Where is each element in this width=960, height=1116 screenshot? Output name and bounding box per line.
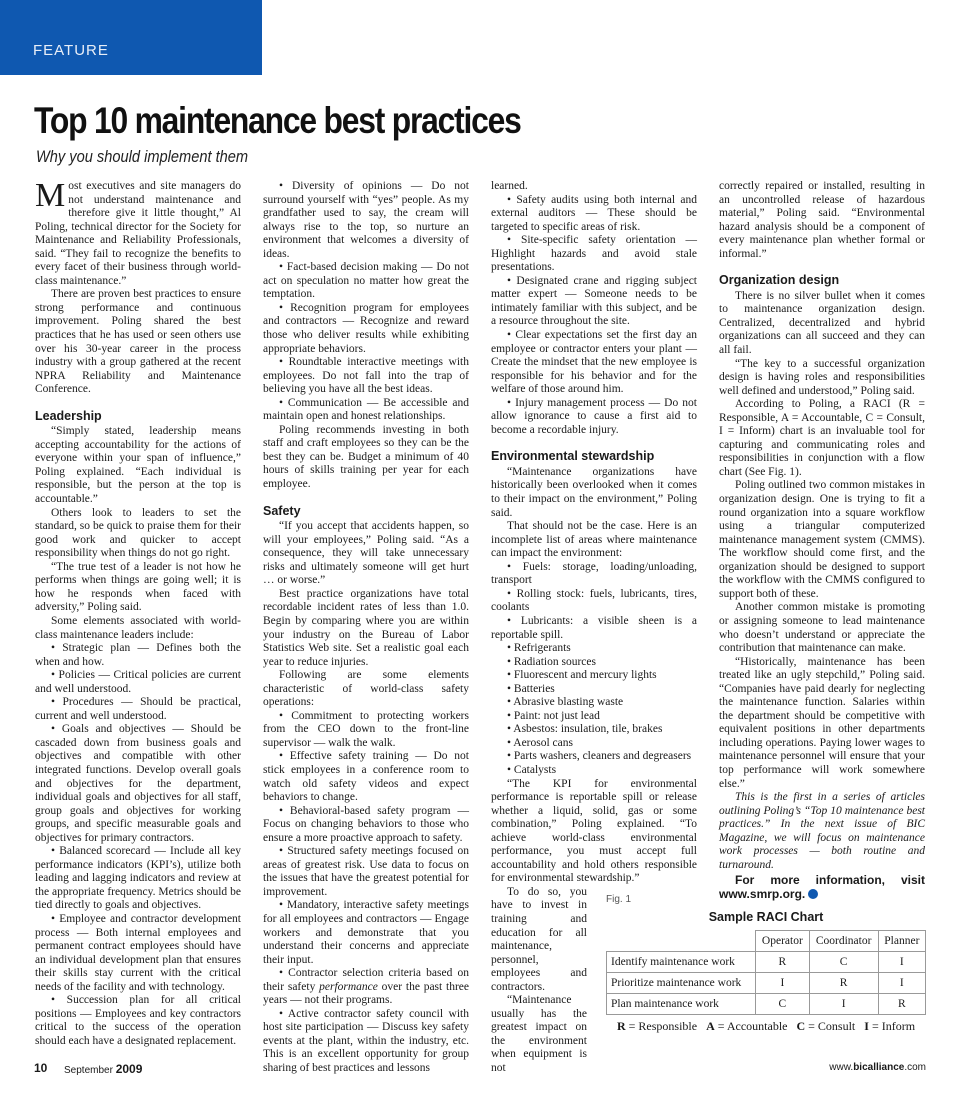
bullet-item: • Succession plan for all critical positions — Employees and key contractors critical to the success of the operation should each have a designated replacement.	[35, 994, 241, 1047]
section-banner	[0, 0, 262, 75]
paragraph: correctly repaired or installed, resulting in an uncontrolled release of hazardous material,” Poling said. “Environmental hazard analysis should be a component of every maintenance plan whether formal or informal.”	[719, 180, 925, 260]
footer-url[interactable]: www.bicalliance.com	[829, 1062, 926, 1073]
bullet-item: • Fuels: storage, loading/unloading, transport	[491, 560, 697, 587]
table-cell: I	[878, 973, 925, 994]
bullet-item: • Behavioral-based safety program — Focus on changing behaviors to those who ensure a more proactive approach to safety.	[263, 804, 469, 844]
table-cell: C	[756, 994, 809, 1015]
paragraph: There are proven best practices to ensure strong performance and continuous improvement. Poling shared the best practices that he has used or seen others use over his 30-year career in the process industry with a group gathered at the recent NPRA Reliability and Maintenance Conference.	[35, 288, 241, 396]
table-header-cell: Operator	[756, 931, 809, 952]
paragraph: Best practice organizations have total recordable incident rates of less than 1.0. Begin by comparing where you are within your industry on the Bureau of Labor Statistics Web site. Set a realistic goal each year to reduce injuries.	[263, 587, 469, 668]
paragraph: “Simply stated, leadership means accepting accountability for the actions of everyone within your span of influence,” Poling explained. “Each individual is responsible, but the person at the top is accountable.”	[35, 425, 241, 506]
section-heading-leadership: Leadership	[35, 408, 102, 423]
bullet-item: • Paint: not just lead	[507, 709, 600, 722]
paragraph: “Maintenance usually has the greatest impact on the environment when equipment is not	[491, 994, 587, 1074]
paragraph: “The KPI for environmental performance is reportable spill or release whether a liquid, solid, gas or some combination,” Poling explained. “To achieve world-class environmental performance, you must accept full accountability and hold others responsible for environmental stewardship.”	[491, 777, 697, 885]
bullet-item: • Safety audits using both internal and external auditors — These should be targeted to specific areas of risk.	[491, 193, 697, 233]
narrow-text-block	[491, 886, 587, 1076]
table-cell: R	[756, 952, 809, 973]
bullet-item: • Refrigerants	[507, 642, 571, 655]
bullet-item: • Batteries	[507, 682, 555, 695]
section-heading-environmental: Environmental stewardship	[491, 449, 655, 464]
table-cell: Plan maintenance work	[607, 994, 756, 1015]
bullet-item: • Site-specific safety orientation — Highlight hazards and avoid stale presentations.	[491, 234, 697, 274]
paragraph: Others look to leaders to set the standard, so be quick to praise them for their good work and quicker to accept responsibility when things do not go right.	[35, 506, 241, 560]
paragraph: Some elements associated with world-class maintenance leaders include:	[35, 614, 241, 641]
bullet-item: • Fluorescent and mercury lights	[507, 669, 657, 682]
article-subhead: Why you should implement them	[36, 147, 249, 166]
bullet-item: • Structured safety meetings focused on areas of greatest risk. Use data to focus on the issues that have the greatest potential for improvement.	[263, 845, 469, 898]
section-label: FEATURE	[33, 42, 109, 59]
table-cell: I	[756, 973, 809, 994]
table-row	[607, 952, 926, 973]
bullet-item: • Effective safety training — Do not stick employees in a conference room to watch old safety videos and expect behaviors to change.	[263, 750, 469, 804]
article-headline: Top 10 maintenance best practices	[34, 100, 521, 141]
raci-figure	[606, 894, 926, 1034]
table-row	[607, 994, 926, 1015]
bullet-item: • Employee and contractor development process — Both internal employees and permanent contract employees should have an individual development plan that ensures their skills stay current with the critical needs of the facility and with technology.	[35, 912, 241, 993]
raci-legend: R = Responsible A = Accountable C = Consult I = Inform	[616, 1019, 916, 1033]
table-cell: I	[878, 952, 925, 973]
more-info-line: For more information, visit www.smrp.org.	[719, 873, 925, 901]
bullet-item: • Fact-based decision making — Do not act on speculation no matter how great the temptation.	[263, 261, 469, 301]
bullet-item: • Clear expectations set the first day an employee or contractor enters your plant — Create the mindset that the new employee is responsible for his behavior and for the welfare of those around him.	[491, 329, 697, 396]
bullet-item: • Catalysts	[507, 763, 557, 776]
table-header-cell: Planner	[878, 931, 925, 952]
bullet-item: • Contractor selection criteria based on their safety performance over the past three years — not their programs.	[263, 967, 469, 1007]
paragraph: According to Poling, a RACI (R = Responsible, A = Accountable, C = Consult, I = Inform) chart is an invaluable tool for capturing and communicating roles and responsibilities in conjunction with a flow chart (See Fig. 1).	[719, 398, 925, 478]
table-header-cell: Coordinator	[809, 931, 878, 952]
raci-table	[606, 930, 926, 1015]
table-header-cell	[607, 931, 756, 952]
column-2	[263, 180, 469, 1076]
page-number: 10	[34, 1061, 48, 1075]
bullet-item: • Active contractor safety council with host site participation — Discuss key safety events at the plant, within the industry, etc. This is an excellent opportunity for group sharing of best practices and lessons	[263, 1007, 469, 1074]
bullet-item: • Balanced scorecard — Include all key performance indicators (KPI’s), utilize both leading and lagging indicators and review at the appropriate frequency. Metrics should be tied directly to goals and objectives.	[35, 845, 241, 912]
paragraph: That should not be the case. Here is an incomplete list of areas where maintenance can impact the environment:	[491, 520, 697, 560]
paragraph: “Maintenance organizations have historically been overlooked when it comes to their impact on the environment,” Poling said.	[491, 465, 697, 519]
table-cell: Prioritize maintenance work	[607, 973, 756, 994]
bullet-item: • Radiation sources	[507, 655, 596, 668]
drop-cap: M	[35, 177, 66, 214]
bullet-item: • Roundtable interactive meetings with employees. Do not fall into the trap of believing you have all the best ideas.	[263, 356, 469, 396]
bullet-item: • Abrasive blasting waste	[507, 696, 624, 709]
bullet-item: • Strategic plan — Defines both the when and how.	[35, 642, 241, 668]
bullet-item: • Rolling stock: fuels, lubricants, tires, coolants	[491, 587, 697, 614]
table-cell: R	[809, 973, 878, 994]
paragraph: Another common mistake is promoting or assigning someone to lead maintenance who doesn’t understand or appreciate the contribution that maintenance can make.	[719, 601, 925, 655]
bullet-item: • Lubricants: a visible sheen is a reportable spill.	[491, 614, 697, 641]
bullet-item: • Designated crane and rigging subject matter expert — Someone needs to be intimately familiar with this subject, and be a resource throughout the site.	[491, 274, 697, 328]
bullet-item: • Asbestos: insulation, tile, brakes	[507, 723, 663, 736]
section-heading-organization: Organization design	[719, 273, 840, 288]
bullet-item: • Communication — Be accessible and maintain open and honest relationships.	[263, 396, 469, 423]
bullet-item: • Diversity of opinions — Do not surround yourself with “yes” people. As my grandfather used to say, the cream will always rise to the top, so nurture an environment that welcomes a diversity of ideas.	[263, 180, 469, 260]
bullet-item: • Recognition program for employees and contractors — Recognize and reward those who deliver results while exhibiting appropriate behaviors.	[263, 301, 469, 355]
intro-paragraph: Most executives and site managers do not understand maintenance and therefore give it little thought,” Al Poling, technical director for the Society for Maintenance and Reliability Professionals, said. “They fail to recognize the benefits to every facet of their business through world-class maintenance.”	[35, 177, 241, 287]
bullet-item: • Aerosol cans	[507, 736, 573, 749]
issue-date: September 2009	[64, 1062, 143, 1076]
bullet-item: • Procedures — Should be practical, current and well understood.	[35, 696, 241, 722]
table-cell: R	[878, 994, 925, 1015]
bullet-item: • Injury management process — Do not allow ignorance to cause a first aid to become a recordable injury.	[491, 396, 697, 436]
bullet-item: • Policies — Critical policies are current and well understood.	[35, 669, 241, 695]
table-cell: I	[809, 994, 878, 1015]
section-heading-safety: Safety	[263, 503, 301, 518]
bullet-item: • Mandatory, interactive safety meetings for all employees and contractors — Engage workers and demonstrate that you understand their concerns and appreciate their input.	[263, 899, 469, 966]
paragraph: “The true test of a leader is not how he performs when things are going well; it is how he responds when faced with adversity,” Poling said.	[35, 560, 241, 614]
paragraph: Poling outlined two common mistakes in organization design. One is trying to fit a round organization into a square workflow using a triangular computerized maintenance management system (CMMS). The workflow should come first, and the organization should be designed to support the workflow with the CMMS configured to support both of these.	[719, 479, 925, 600]
table-cell: Identify maintenance work	[607, 952, 756, 973]
paragraph: learned.	[491, 180, 528, 192]
column-4	[719, 180, 925, 901]
paragraph: Following are some elements characteristic of world-class safety operations:	[263, 669, 469, 709]
table-header-row	[607, 931, 926, 952]
paragraph: “The key to a successful organization design is having roles and responsibilities well defined and understood,” Poling said.	[719, 357, 925, 397]
paragraph: To do so, you have to invest in training and education for all maintenance, personnel, employees and contractors.	[491, 885, 587, 993]
paragraph: “Historically, maintenance has been treated like an ugly stepchild,” Poling said. “Companies have paid dearly for neglecting the maintenance function. Salaries within the department should be competitive with equivalent positions in other departments including operations. Paying lower wages to maintenance personnel will ensure that your top performance will work somewhere else.”	[719, 655, 925, 790]
bullet-item: • Commitment to protecting workers from the CEO down to the front-line supervisor — walk the walk.	[263, 709, 469, 749]
column-1	[35, 177, 241, 1048]
paragraph: “If you accept that accidents happen, so will your employees,” Poling said. “As a consequence, they will take unnecessary risks and ultimately someone will get hurt … or worse.”	[263, 520, 469, 587]
paragraph: There is no silver bullet when it comes to maintenance organization design. Centralized, decentralized and hybrid organizations can all succeed and they can all fail.	[719, 289, 925, 357]
table-cell: C	[809, 952, 878, 973]
figure-title: Sample RACI Chart	[708, 910, 824, 924]
table-row	[607, 973, 926, 994]
paragraph: Poling recommends investing in both staff and craft employees so they can be the best they can be. Budget a minimum of 40 hours of skills training per year for each employee.	[263, 423, 469, 491]
bullet-item: • Parts washers, cleaners and degreasers	[507, 750, 692, 763]
series-note: This is the first in a series of articles outlining Poling’s “Top 10 maintenance best practices.” In the next issue of BIC Magazine, we will focus on maintenance work processes — both routine and turnaround.	[719, 791, 925, 871]
figure-label: Fig. 1	[606, 894, 632, 905]
bullet-item: • Goals and objectives — Should be cascaded down from business goals and objectives and compatible with other integrated functions. Develop overall goals and objectives for the department, individual goals and objectives for all staff, group goals and objectives for working groups, and specific measurable goals and objectives for primary contractors.	[35, 723, 241, 844]
